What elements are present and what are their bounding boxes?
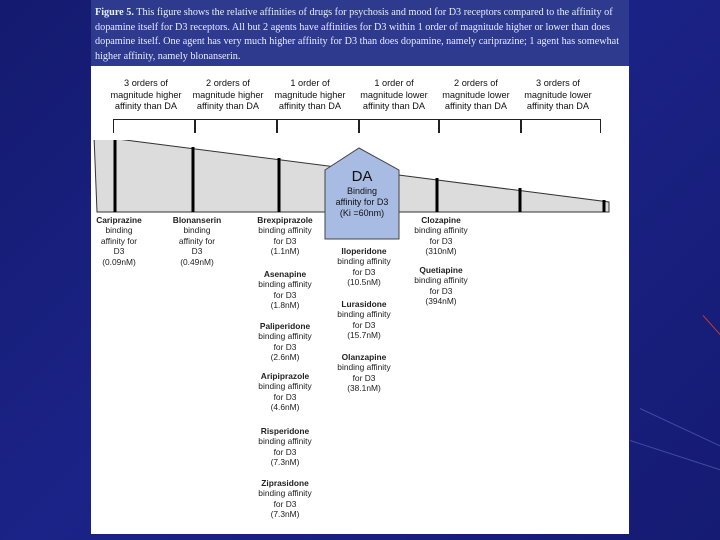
bracket-3-orders-lower [521, 119, 601, 133]
drug-quetiapine: Quetiapine binding affinity for D3 (394nM) [414, 265, 468, 307]
drug-blonanserin: Blonanserin binding affinity for D3 (0.49nM) [172, 215, 222, 267]
decorative-accent-line [703, 315, 720, 336]
drug-asenapine: Asenapine binding affinity for D3 (1.8nM) [258, 269, 312, 311]
drug-lurasidone: Lurasidone binding affinity for D3 (15.7nM) [337, 299, 391, 341]
drug-brexpiprazole: Brexpiprazole binding affinity for D3 (1.1nM) [257, 215, 313, 257]
drug-clozapine: Clozapine binding affinity for D3 (310nM) [414, 215, 468, 257]
header-3-orders-lower: 3 orders of magnitude lower affinity than DA [524, 78, 592, 111]
bracket-3-orders-higher [113, 119, 195, 133]
header-1-order-lower: 1 order of magnitude lower affinity than DA [360, 78, 428, 111]
bracket-2-orders-higher [195, 119, 277, 133]
drug-paliperidone: Paliperidone binding affinity for D3 (2.6nM) [258, 321, 312, 363]
drug-olanzapine: Olanzapine binding affinity for D3 (38.1nM) [337, 352, 391, 394]
drug-iloperidone: Iloperidone binding affinity for D3 (10.5nM) [337, 246, 391, 288]
drug-ziprasidone: Ziprasidone binding affinity for D3 (7.3nM) [258, 478, 312, 520]
figure-caption [91, 0, 629, 66]
caption-label: Figure 5. [95, 7, 134, 18]
dopamine-title: DA [351, 168, 373, 185]
figure-panel [91, 0, 629, 534]
header-3-orders-higher: 3 orders of magnitude higher affinity than DA [110, 78, 182, 111]
bracket-1-order-higher [277, 119, 359, 133]
dopamine-label: DA Binding affinity for D3 (Ki =60nm) [325, 168, 399, 219]
decorative-line [640, 408, 720, 447]
header-1-order-higher: 1 order of magnitude higher affinity than DA [274, 78, 346, 111]
decorative-line [630, 440, 720, 472]
bracket-2-orders-lower [439, 119, 521, 133]
bracket-1-order-lower [359, 119, 439, 133]
drug-cariprazine: Cariprazine binding affinity for D3 (0.09nM) [96, 215, 142, 267]
drug-risperidone: Risperidone binding affinity for D3 (7.3nM) [258, 426, 312, 468]
caption-text: This figure shows the relative affinities of drugs for psychosis and mood for D3 receptors compared to the affinity of dopamine itself for D3 receptors. All but 2 agents have affinities for D3 within 1 order of magnitude higher or lower than does dopamine itself. One agent has very much higher affinity for D3 than does dopamine, namely cariprazine; 1 agent has somewhat higher affinity, namely blonanserin. [95, 7, 620, 62]
drug-aripiprazole: Aripiprazole binding affinity for D3 (4.6nM) [258, 371, 312, 413]
header-2-orders-lower: 2 orders of magnitude lower affinity than DA [442, 78, 510, 111]
header-2-orders-higher: 2 orders of magnitude higher affinity than DA [192, 78, 264, 111]
